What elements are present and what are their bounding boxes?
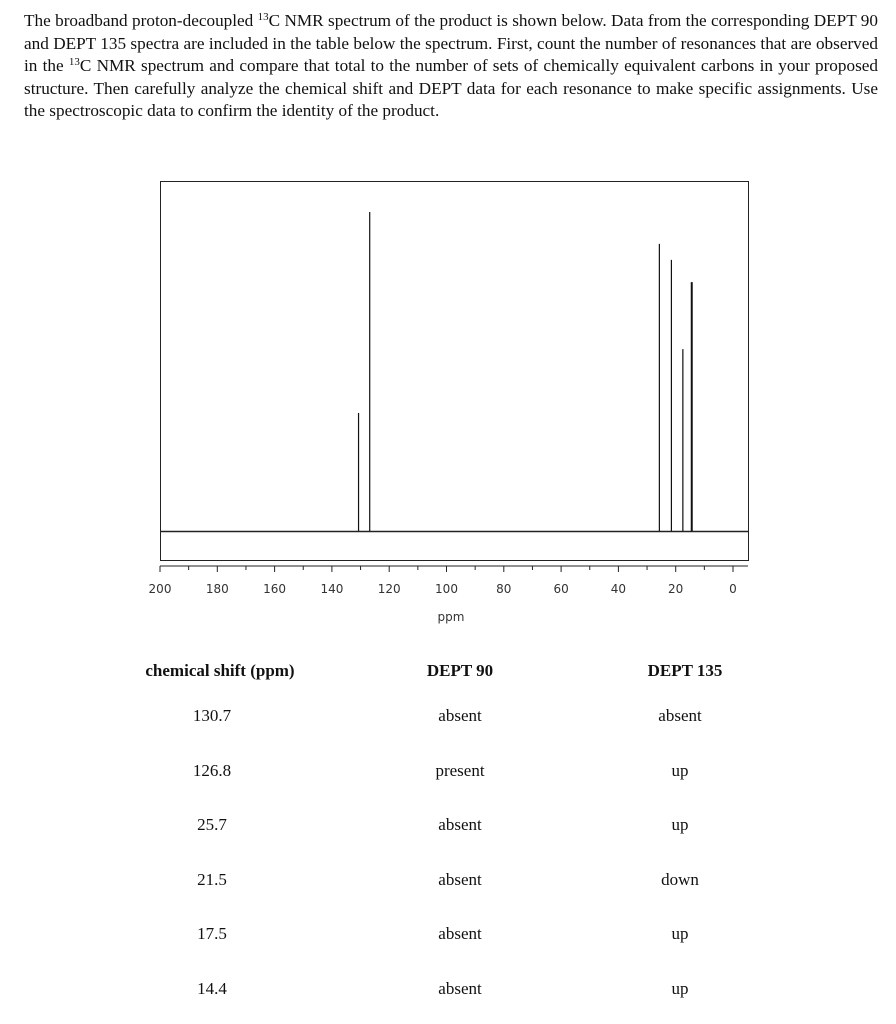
x-tick-label: 60	[553, 582, 569, 596]
cell-chemical-shift: 25.7	[197, 815, 227, 835]
cell-chemical-shift: 130.7	[192, 706, 232, 725]
question-text: The broadband proton-decoupled $^{13}$C NMR spectrum of the product is shown below. Data from the corresponding DEPT 90 and DEPT 135 spectra are included in the table below the spectrum. First, count the number of resonances that are observed in the $^{13}$C NMR spectrum and compare that total to the number of sets of chemically equivalent carbons in your proposed structure. Then carefully analyze the chemical shift and DEPT data for each resonance to make specific assignments. Use the spectroscopic data to confirm the identity of the product.	[24, 11, 879, 121]
cell-dept-135: up	[671, 760, 689, 780]
cell-dept-135: absent	[658, 706, 702, 725]
x-tick-label: 120	[377, 582, 401, 596]
cell-chemical-shift: 126.8	[192, 760, 232, 780]
header-dept-90: DEPT 90	[426, 661, 494, 680]
x-tick-label: 160	[263, 582, 287, 596]
x-tick-label: 180	[205, 582, 229, 596]
x-tick-label: 20	[668, 582, 684, 596]
x-tick-label: 0	[729, 582, 737, 596]
header-chemical-shift: chemical shift (ppm)	[145, 661, 295, 680]
cell-chemical-shift: 21.5	[197, 869, 227, 889]
cell-dept-135: up	[671, 815, 689, 835]
x-tick-label: 100	[435, 582, 458, 596]
cell-chemical-shift: 17.5	[197, 924, 227, 944]
plot-frame	[161, 182, 749, 561]
cell-dept-135: down	[661, 869, 699, 889]
cell-dept-135: up	[671, 924, 689, 944]
x-tick-label: 140	[320, 582, 344, 596]
cell-dept-90: absent	[438, 924, 482, 944]
cell-dept-135: up	[671, 979, 689, 998]
x-tick-label: 200	[148, 582, 172, 596]
cell-dept-90: absent	[438, 979, 482, 998]
cell-dept-90: absent	[438, 869, 482, 889]
header-dept-135: DEPT 135	[647, 661, 723, 680]
x-tick-label: 80	[496, 582, 512, 596]
x-axis-title: ppm	[437, 610, 465, 624]
cell-dept-90: present	[435, 760, 485, 780]
x-tick-label: 40	[610, 582, 627, 596]
cell-dept-90: absent	[438, 815, 482, 835]
cell-dept-90: absent	[438, 706, 482, 725]
cell-chemical-shift: 14.4	[197, 979, 227, 998]
